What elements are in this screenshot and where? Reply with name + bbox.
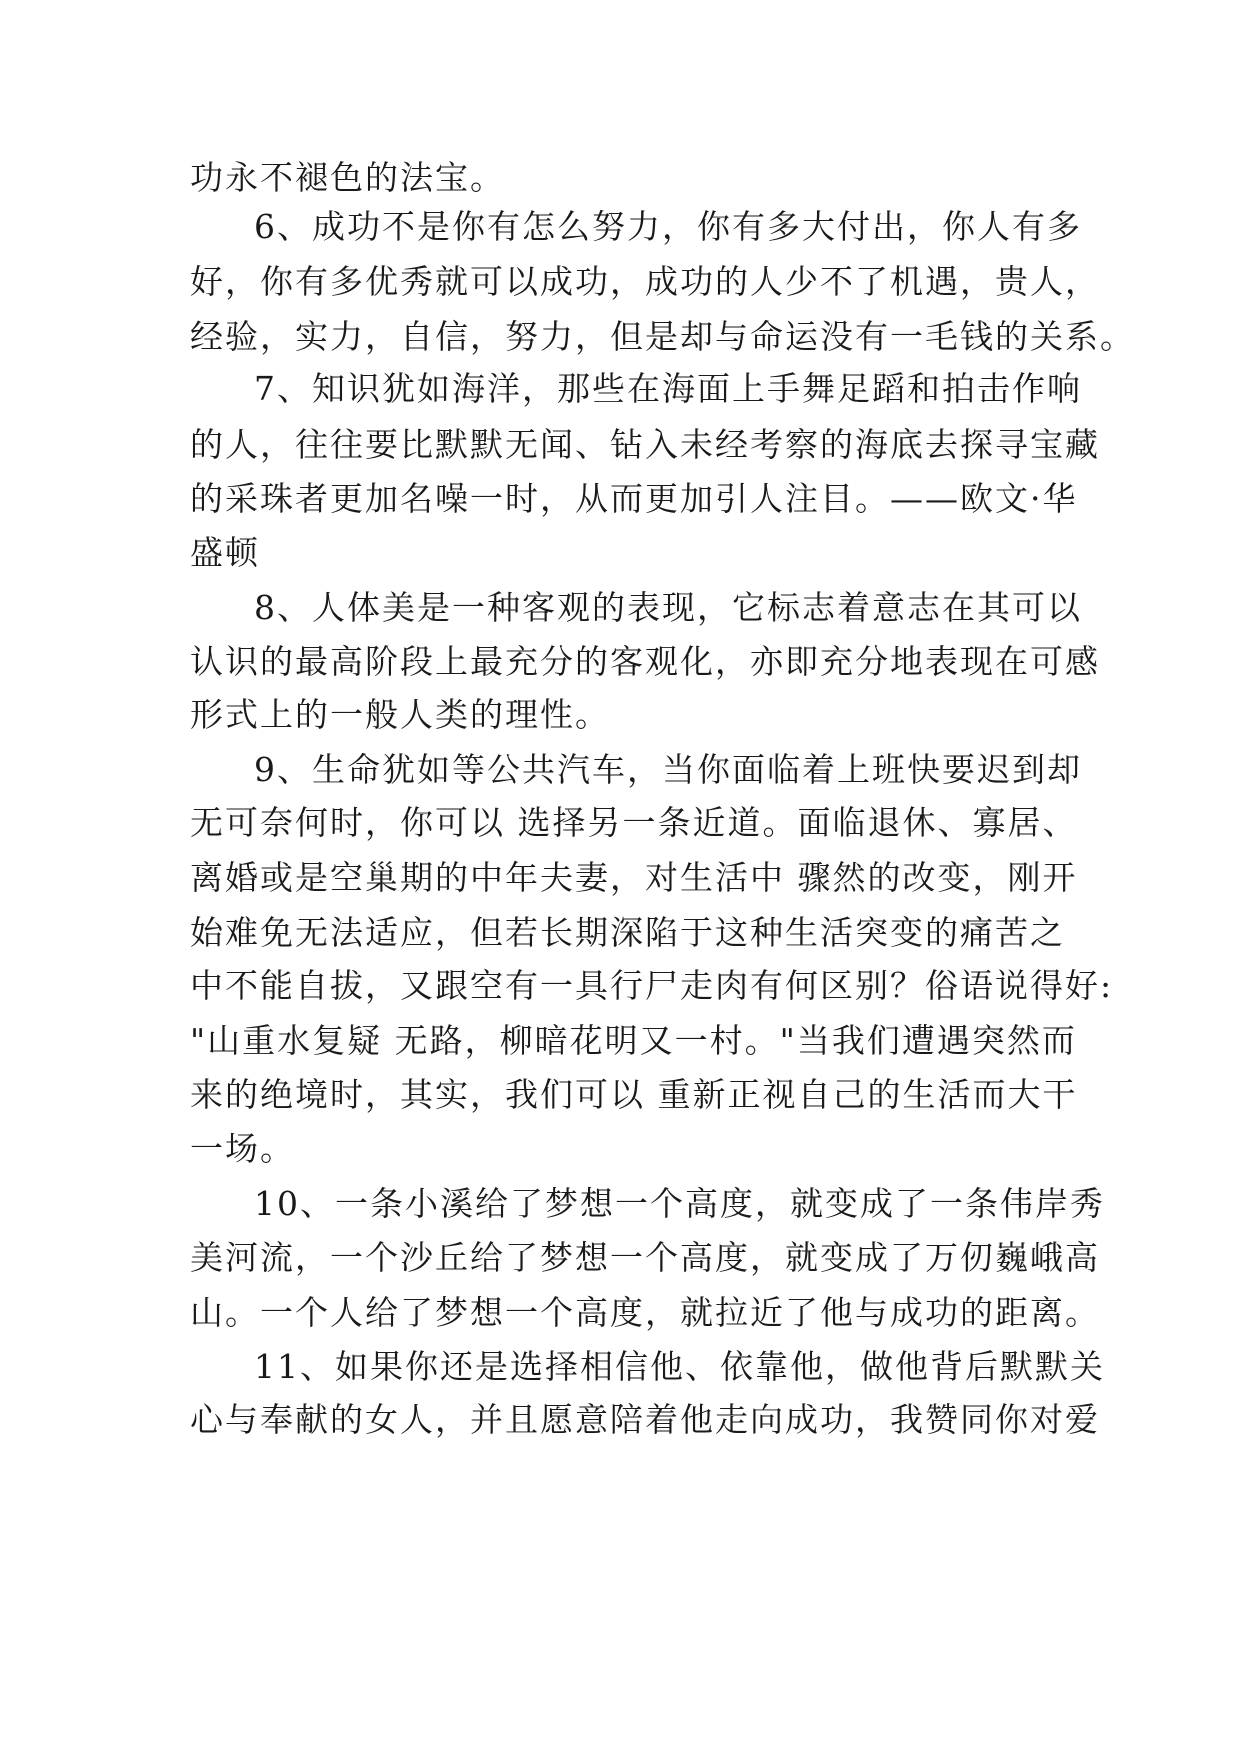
text-line: 无可奈何时，你可以 选择另一条近道。面临退休、寡居、 xyxy=(190,803,1078,842)
text-line: 经验，实力，自信，努力，但是却与命运没有一毛钱的关系。 xyxy=(190,317,1135,356)
text-line: 认识的最高阶段上最充分的客观化，亦即充分地表现在可感 xyxy=(190,642,1100,681)
text-line: 的采珠者更加名噪一时，从而更加引人注目。——欧文·华 xyxy=(190,479,1078,518)
paragraph-6-line: 6、成功不是你有怎么努力，你有多大付出，你人有多 xyxy=(254,207,1082,246)
text-line: 始难免无法适应，但若长期深陷于这种生活突变的痛苦之 xyxy=(190,913,1065,952)
paragraph-8-line: 8、人体美是一种客观的表现，它标志着意志在其可以 xyxy=(254,588,1082,627)
paragraph-11-line: 11、如果你还是选择相信他、依靠他，做他背后默默关 xyxy=(254,1347,1105,1386)
text-line: 山。一个人给了梦想一个高度，就拉近了他与成功的距离。 xyxy=(190,1293,1100,1332)
text-line: 形式上的一般人类的理性。 xyxy=(190,695,610,734)
paragraph-9-line: 9、生命犹如等公共汽车，当你面临着上班快要迟到却 xyxy=(254,750,1082,789)
text-line: 中不能自拔，又跟空有一具行尸走肉有何区别？俗语说得好: xyxy=(190,966,1114,1005)
text-line: 的人，往往要比默默无闻、钻入未经考察的海底去探寻宝藏 xyxy=(190,425,1100,464)
text-line: 盛顿 xyxy=(190,533,260,572)
text-line: 离婚或是空巢期的中年夫妻，对生活中 骤然的改变，刚开 xyxy=(190,858,1078,897)
text-line: 来的绝境时，其实，我们可以 重新正视自己的生活而大干 xyxy=(190,1075,1078,1114)
text-line: "山重水复疑 无路，柳暗花明又一村。"当我们遭遇突然而 xyxy=(190,1021,1077,1060)
text-line: 心与奉献的女人，并且愿意陪着他走向成功，我赞同你对爱 xyxy=(190,1400,1100,1439)
text-line: 一场。 xyxy=(190,1129,295,1168)
paragraph-10-line: 10、一条小溪给了梦想一个高度，就变成了一条伟岸秀 xyxy=(254,1184,1105,1223)
text-line: 好，你有多优秀就可以成功，成功的人少不了机遇，贵人， xyxy=(190,262,1100,301)
paragraph-7-line: 7、知识犹如海洋，那些在海面上手舞足蹈和拍击作响 xyxy=(254,369,1082,408)
text-line: 美河流，一个沙丘给了梦想一个高度，就变成了万仞巍峨高 xyxy=(190,1238,1100,1277)
text-line: 功永不褪色的法宝。 xyxy=(190,158,505,197)
